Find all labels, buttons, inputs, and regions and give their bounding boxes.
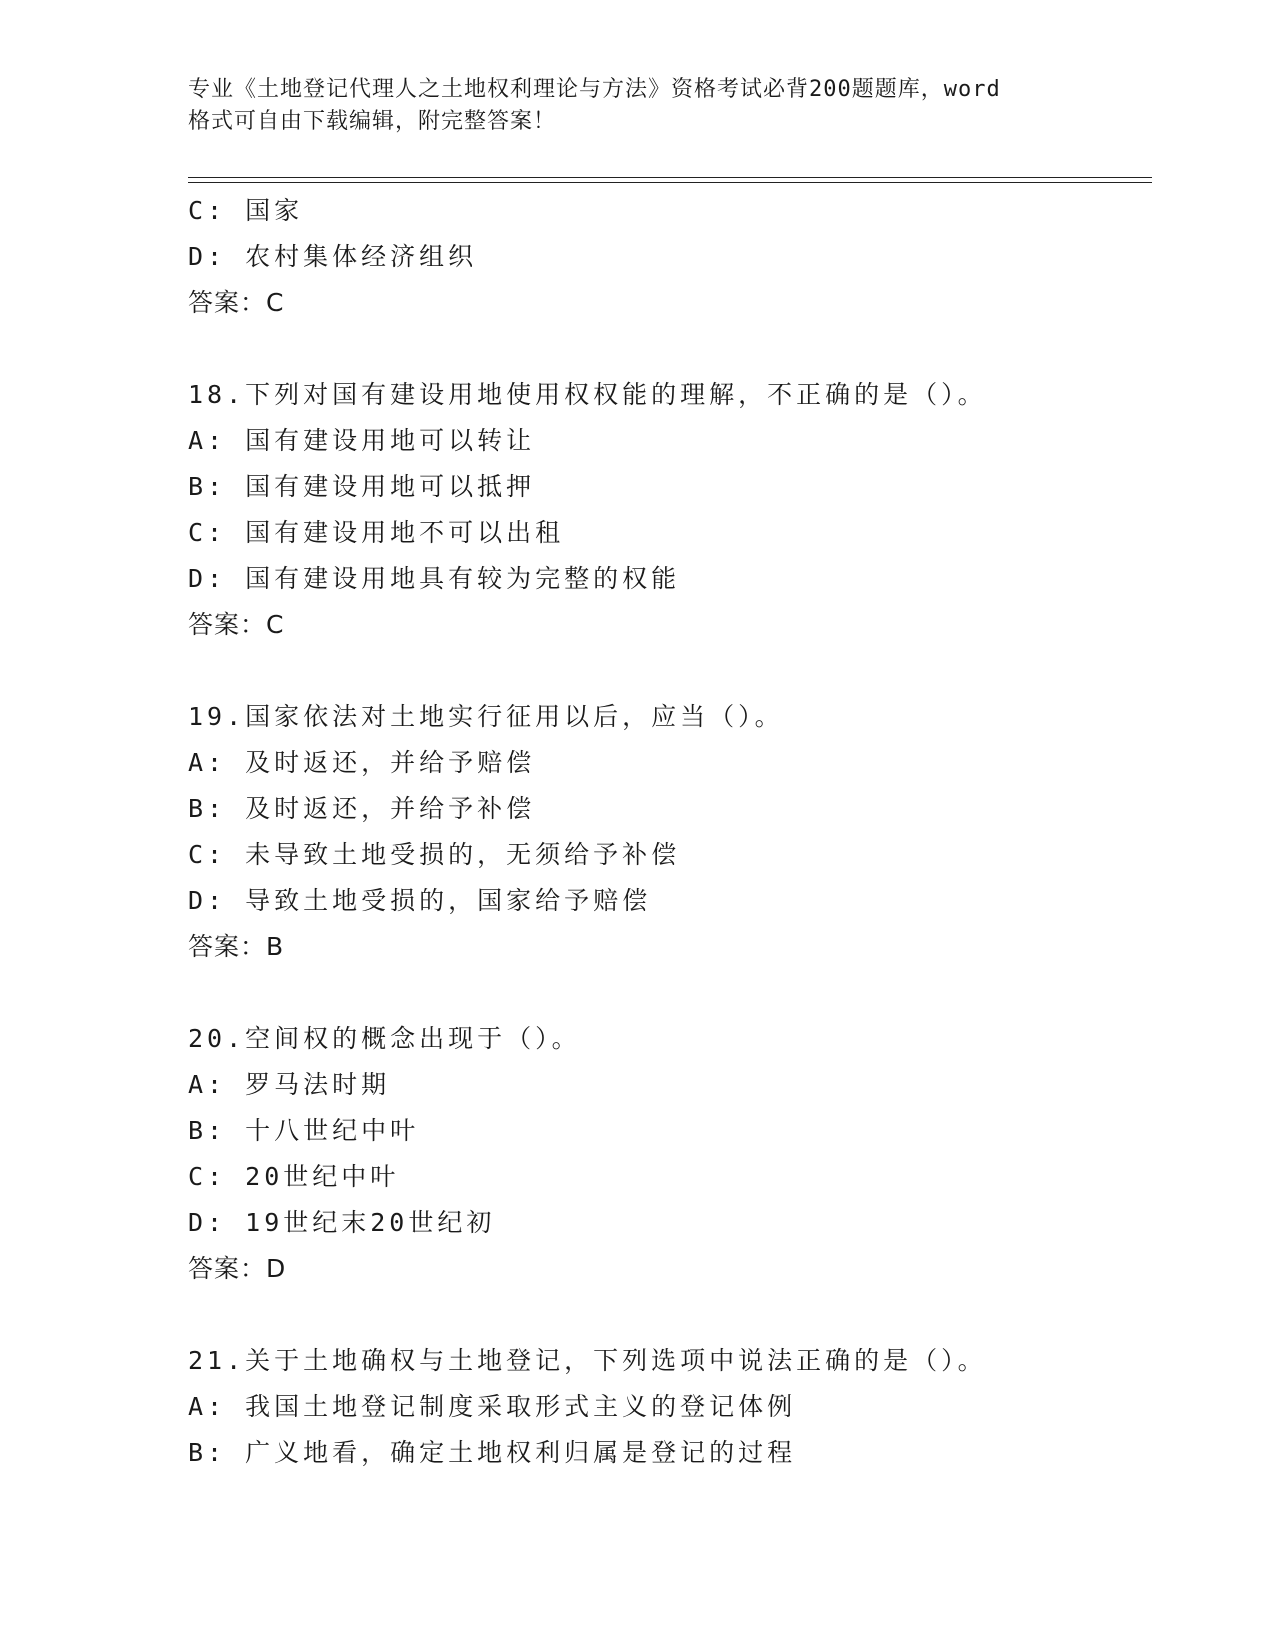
option-c: C: 国有建设用地不可以出租 (188, 518, 565, 547)
option-b: B: 国有建设用地可以抵押 (188, 472, 536, 501)
answer-line: 答案：C (188, 288, 285, 317)
answer-line: 答案：C (188, 610, 285, 639)
option-c: C: 未导致土地受损的，无须给予补偿 (188, 840, 681, 869)
spacer (188, 970, 1148, 1016)
question-17-continued (188, 188, 1148, 326)
option-a: A: 我国土地登记制度采取形式主义的登记体例 (188, 1392, 797, 1421)
option-d: D: 国有建设用地具有较为完整的权能 (188, 564, 681, 593)
question-stem: 18.下列对国有建设用地使用权权能的理解，不正确的是（）。 (188, 380, 987, 409)
option-b: B: 及时返还，并给予补偿 (188, 794, 536, 823)
question-stem: 20.空间权的概念出现于（）。 (188, 1024, 581, 1053)
question-stem: 21.关于土地确权与土地登记，下列选项中说法正确的是（）。 (188, 1346, 987, 1375)
option-d: D: 导致土地受损的，国家给予赔偿 (188, 886, 652, 915)
option-b: B: 十八世纪中叶 (188, 1116, 420, 1145)
header-divider-bottom (188, 182, 1152, 183)
header-line-1: 专业《土地登记代理人之土地权利理论与方法》资格考试必背200题题库，word (188, 77, 1001, 102)
option-b: B: 广义地看，确定土地权利归属是登记的过程 (188, 1438, 797, 1467)
option-c: C: 国家 (188, 196, 304, 225)
question-19 (188, 694, 1148, 970)
header-divider-top (188, 177, 1152, 178)
question-stem: 19.国家依法对土地实行征用以后，应当（）。 (188, 702, 784, 731)
question-21 (188, 1338, 1148, 1476)
document-header (188, 74, 1068, 138)
option-c: C: 20世纪中叶 (188, 1162, 400, 1191)
spacer (188, 648, 1148, 694)
question-list (188, 188, 1148, 1476)
spacer (188, 326, 1148, 372)
question-18 (188, 372, 1148, 648)
header-line-2: 格式可自由下载编辑，附完整答案！ (188, 109, 557, 134)
option-d: D: 农村集体经济组织 (188, 242, 478, 271)
question-20 (188, 1016, 1148, 1292)
option-d: D: 19世纪末20世纪初 (188, 1208, 496, 1237)
answer-line: 答案：B (188, 932, 285, 961)
option-a: A: 国有建设用地可以转让 (188, 426, 536, 455)
answer-line: 答案：D (188, 1254, 287, 1283)
option-a: A: 罗马法时期 (188, 1070, 391, 1099)
option-a: A: 及时返还，并给予赔偿 (188, 748, 536, 777)
spacer (188, 1292, 1148, 1338)
